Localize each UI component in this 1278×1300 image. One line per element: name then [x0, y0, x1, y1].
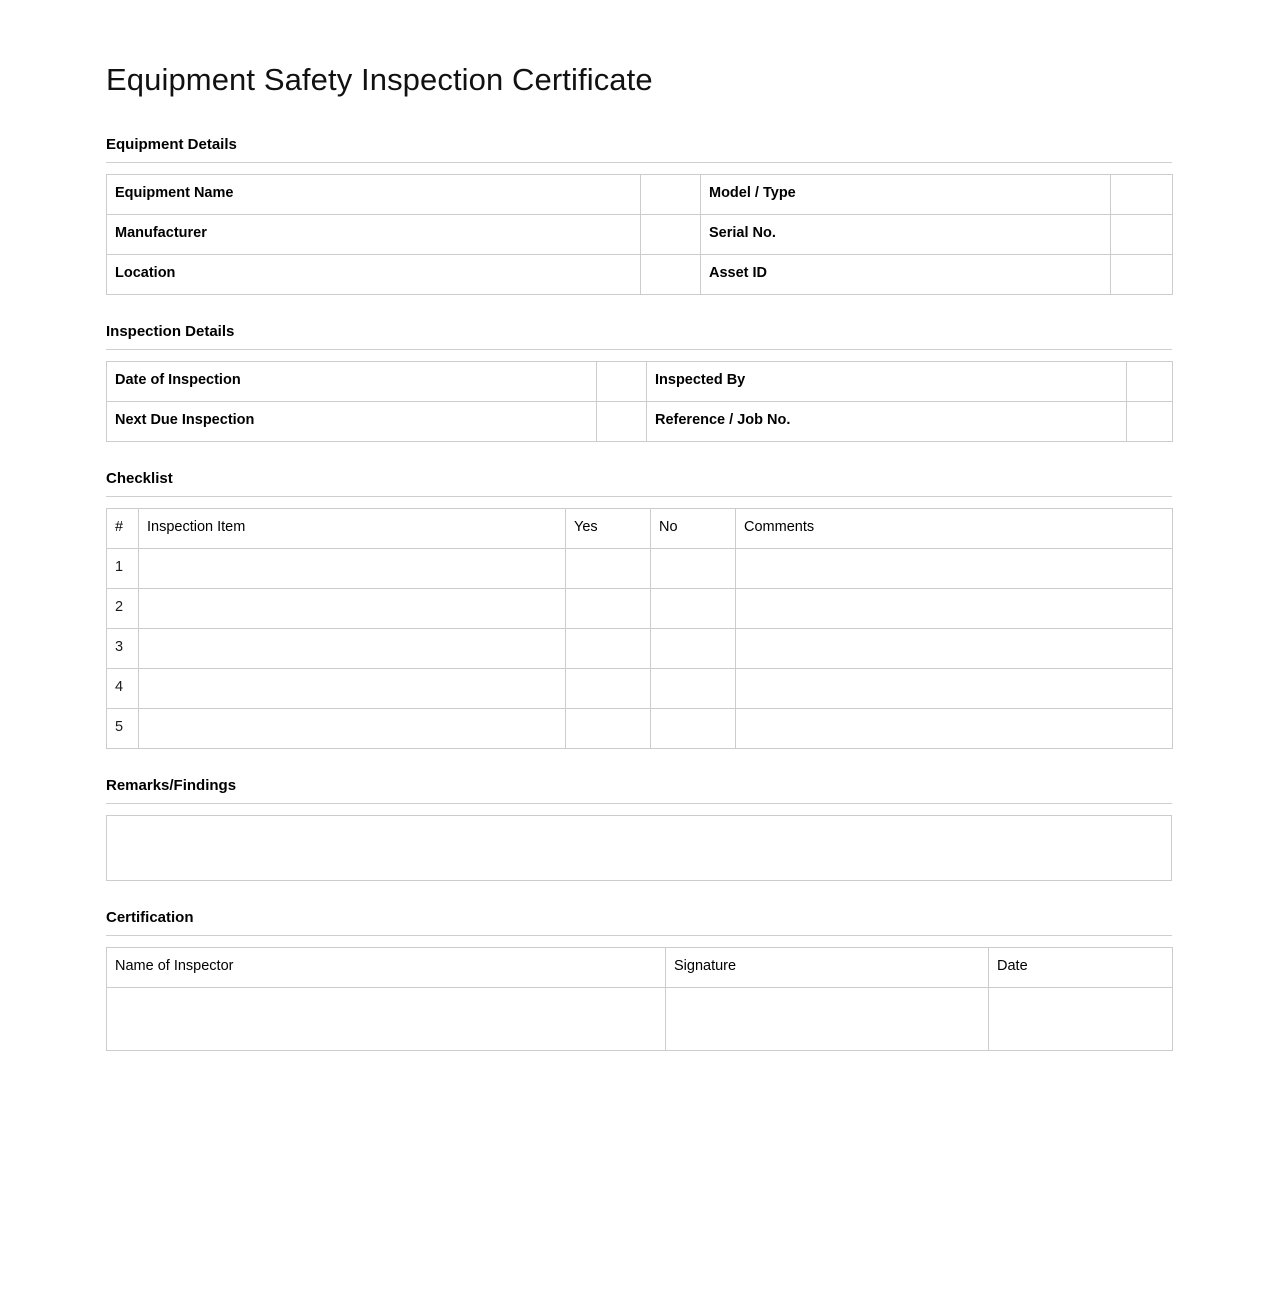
cell-yes[interactable]: [566, 588, 651, 628]
label-next-due-inspection: Next Due Inspection: [107, 401, 597, 441]
cell-inspection-item[interactable]: [139, 628, 566, 668]
table-row: [107, 361, 1173, 401]
cell-no[interactable]: [651, 588, 736, 628]
row-number: 3: [107, 628, 139, 668]
section-divider: [106, 349, 1172, 350]
cell-yes[interactable]: [566, 628, 651, 668]
label-asset-id: Asset ID: [701, 254, 1111, 294]
column-header-number: #: [107, 508, 139, 548]
column-header-comments: Comments: [736, 508, 1173, 548]
table-header-row: [107, 508, 1173, 548]
section-heading-equipment-details: Equipment Details: [106, 135, 237, 153]
section-checklist: [106, 470, 1172, 749]
table-row: [107, 214, 1173, 254]
row-number: 1: [107, 548, 139, 588]
cell-no[interactable]: [651, 548, 736, 588]
column-header-signature: Signature: [666, 947, 989, 987]
cell-yes[interactable]: [566, 708, 651, 748]
section-heading-checklist: Checklist: [106, 469, 173, 487]
section-divider: [106, 496, 1172, 497]
section-divider: [106, 935, 1172, 936]
cell-signature[interactable]: [666, 987, 989, 1050]
label-inspected-by: Inspected By: [647, 361, 1127, 401]
section-divider: [106, 162, 1172, 163]
table-row: [107, 548, 1173, 588]
section-equipment-details: [106, 136, 1172, 295]
table-row: [107, 987, 1173, 1050]
cell-comments[interactable]: [736, 588, 1173, 628]
section-remarks-findings: [106, 777, 1172, 881]
label-equipment-name: Equipment Name: [107, 174, 641, 214]
cell-yes[interactable]: [566, 548, 651, 588]
row-number: 4: [107, 668, 139, 708]
cell-comments[interactable]: [736, 708, 1173, 748]
cell-inspection-item[interactable]: [139, 668, 566, 708]
section-heading-certification: Certification: [106, 908, 194, 926]
table-row: [107, 708, 1173, 748]
column-header-date: Date: [989, 947, 1173, 987]
cell-comments[interactable]: [736, 548, 1173, 588]
value-asset-id[interactable]: [1111, 254, 1173, 294]
cell-comments[interactable]: [736, 668, 1173, 708]
value-model-type[interactable]: [1111, 174, 1173, 214]
value-inspected-by[interactable]: [1127, 361, 1173, 401]
cell-date[interactable]: [989, 987, 1173, 1050]
value-reference-job-no[interactable]: [1127, 401, 1173, 441]
table-row: [107, 254, 1173, 294]
value-manufacturer[interactable]: [641, 214, 701, 254]
label-reference-job-no: Reference / Job No.: [647, 401, 1127, 441]
table-header-row: [107, 947, 1173, 987]
section-heading-remarks-findings: Remarks/Findings: [106, 776, 237, 794]
value-location[interactable]: [641, 254, 701, 294]
cell-yes[interactable]: [566, 668, 651, 708]
cell-comments[interactable]: [736, 628, 1173, 668]
table-row: [107, 174, 1173, 214]
cell-inspection-item[interactable]: [139, 548, 566, 588]
certification-table: [106, 947, 1173, 1051]
cell-inspection-item[interactable]: [139, 708, 566, 748]
section-divider: [106, 803, 1172, 804]
value-next-due-inspection[interactable]: [597, 401, 647, 441]
remarks-findings-input[interactable]: [106, 815, 1172, 881]
column-header-no: No: [651, 508, 736, 548]
cell-inspection-item[interactable]: [139, 588, 566, 628]
label-serial-no: Serial No.: [701, 214, 1111, 254]
section-inspection-details: [106, 323, 1172, 442]
equipment-details-table: [106, 174, 1173, 295]
column-header-yes: Yes: [566, 508, 651, 548]
inspection-details-table: [106, 361, 1173, 442]
table-row: [107, 668, 1173, 708]
cell-inspector-name[interactable]: [107, 987, 666, 1050]
value-date-of-inspection[interactable]: [597, 361, 647, 401]
column-header-inspection-item: Inspection Item: [139, 508, 566, 548]
table-row: [107, 628, 1173, 668]
row-number: 5: [107, 708, 139, 748]
cell-no[interactable]: [651, 628, 736, 668]
checklist-table: [106, 508, 1173, 749]
section-heading-inspection-details: Inspection Details: [106, 322, 235, 340]
section-certification: [106, 909, 1172, 1051]
label-manufacturer: Manufacturer: [107, 214, 641, 254]
page-title: Equipment Safety Inspection Certificate: [106, 62, 653, 97]
cell-no[interactable]: [651, 708, 736, 748]
value-serial-no[interactable]: [1111, 214, 1173, 254]
label-location: Location: [107, 254, 641, 294]
cell-no[interactable]: [651, 668, 736, 708]
row-number: 2: [107, 588, 139, 628]
column-header-name-of-inspector: Name of Inspector: [107, 947, 666, 987]
label-model-type: Model / Type: [701, 174, 1111, 214]
table-row: [107, 588, 1173, 628]
label-date-of-inspection: Date of Inspection: [107, 361, 597, 401]
table-row: [107, 401, 1173, 441]
value-equipment-name[interactable]: [641, 174, 701, 214]
